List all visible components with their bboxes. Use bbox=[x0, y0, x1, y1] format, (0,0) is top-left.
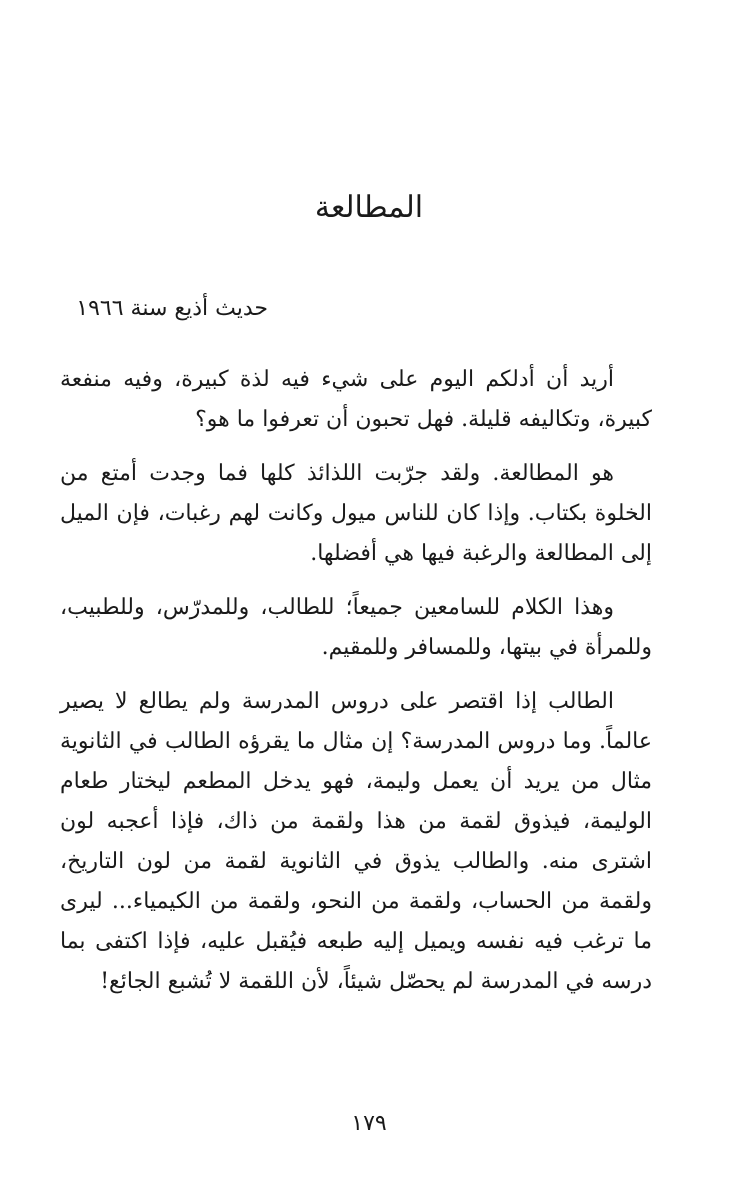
chapter-subtitle: حديث أذيع سنة ١٩٦٦ bbox=[76, 296, 268, 321]
paragraph-3: وهذا الكلام للسامعين جميعاً؛ للطالب، وللمدرّس، وللطبيب، وللمرأة في بيتها، وللمسافر وللمقيم. bbox=[60, 595, 652, 660]
paragraph-2: هو المطالعة. ولقد جرّبت اللذائذ كلها فما وجدت أمتع من الخلوة بكتاب. وإذا كان للناس ميول وكانت لهم رغبات، فإن الميل إلى المطالعة والرغبة فيها هي أفضلها. bbox=[60, 461, 652, 566]
body-text bbox=[60, 360, 652, 1016]
paragraph-1: أريد أن أدلكم اليوم على شيء فيه لذة كبيرة، وفيه منفعة كبيرة، وتكاليفه قليلة. فهل تحبون أن تعرفوا ما هو؟ bbox=[60, 367, 652, 432]
chapter-title: المطالعة bbox=[314, 190, 424, 225]
paragraph-4: الطالب إذا اقتصر على دروس المدرسة ولم يطالع لا يصير عالماً. وما دروس المدرسة؟ إن مثال ما يقرؤه الطالب في الثانوية مثال من يريد أن يعمل وليمة، فهو يدخل المطعم ليختار طعام الوليمة، فيذوق لقمة من هذا ولقمة من ذاك، فإذا أعجبه لون اشترى منه. والطالب يذوق في الثانوية لقمة من لون التاريخ، ولقمة من الحساب، ولقمة من النحو، ولقمة من الكيمياء... ليرى ما ترغب فيه نفسه ويميل إليه طبعه فيُقبل عليه، فإذا اكتفى بما درسه في المدرسة لم يحصّل شيئاً، لأن اللقمة لا تُشبع الجائع! bbox=[60, 689, 652, 994]
page-number: ١٧٩ bbox=[351, 1111, 387, 1136]
